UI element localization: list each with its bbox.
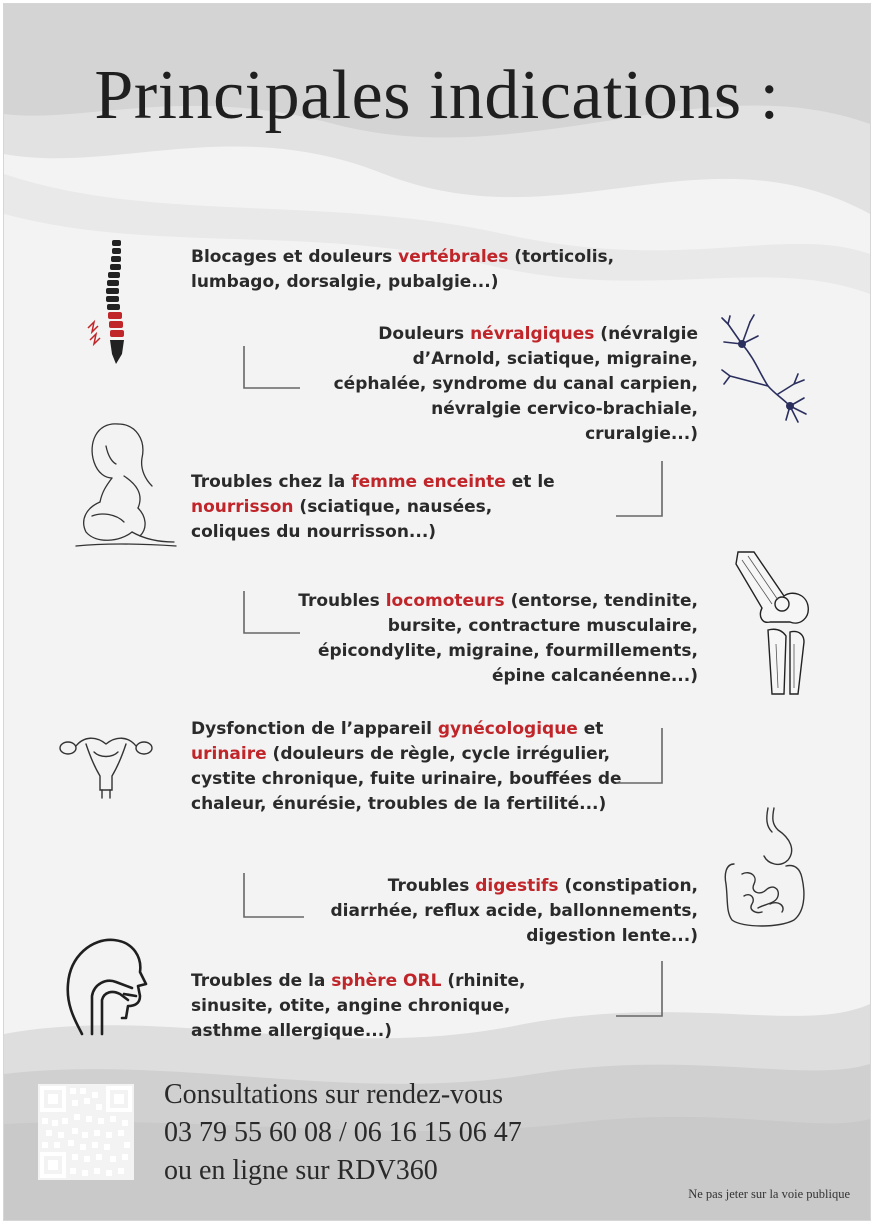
spine-icon xyxy=(82,236,132,368)
indication-locomotor xyxy=(293,589,698,689)
qr-code-icon[interactable] xyxy=(38,1084,134,1180)
indication-vertebral xyxy=(191,245,661,295)
contact-appointment: Consultations sur rendez-vous xyxy=(164,1079,504,1110)
indication-pregnancy xyxy=(191,470,576,545)
knee-joint-icon xyxy=(732,548,814,696)
head-profile-icon xyxy=(62,934,148,1038)
bracket-left xyxy=(242,589,302,635)
indication-ent xyxy=(191,969,581,1044)
indication-text: Blocages et douleurs vertébrales (torticolis, lumbago, dorsalgie, pubalgie...) xyxy=(191,247,615,292)
bracket-left xyxy=(242,871,306,919)
indication-text: Troubles locomoteurs (entorse, tendinite, bursite, contracture musculaire, épicondylite, migraine, fourmillements, épine calcanéenne...) xyxy=(298,591,698,686)
contact-phones[interactable]: 03 79 55 60 08 / 06 16 15 06 47 xyxy=(164,1117,522,1148)
uterus-icon xyxy=(56,726,156,800)
indication-text: Troubles chez la femme enceinte et le nourrisson (sciatique, nausées, coliques du nourrisson...) xyxy=(191,472,555,542)
contact-block xyxy=(164,1076,522,1190)
indication-text: Troubles digestifs (constipation, diarrhée, reflux acide, ballonnements, digestion lente...) xyxy=(330,876,698,946)
indication-text: Dysfonction de l’appareil gynécologique et urinaire (douleurs de règle, cycle irrégulier, cystite chronique, fuite urinaire, bouffées de chaleur, énurésie, troubles de la fertilité...) xyxy=(191,719,622,814)
bracket-right xyxy=(614,959,666,1019)
contact-online[interactable]: ou en ligne sur RDV360 xyxy=(164,1155,438,1186)
pregnant-woman-icon xyxy=(66,416,178,550)
indication-neuralgic xyxy=(328,322,698,447)
bracket-right xyxy=(614,459,666,519)
bracket-right xyxy=(614,726,666,786)
page-title: Principales indications : xyxy=(94,57,780,134)
flyer-page xyxy=(3,3,871,1221)
footer-note: Ne pas jeter sur la voie publique xyxy=(688,1187,850,1201)
digestive-system-icon xyxy=(720,804,812,930)
indication-digestive xyxy=(328,874,698,949)
indication-text: Troubles de la sphère ORL (rhinite, sinusite, otite, angine chronique, asthme allergique...) xyxy=(191,971,526,1041)
bracket-left xyxy=(242,344,302,390)
indication-text: Douleurs névralgiques (névralgie d’Arnold, sciatique, migraine, céphalée, syndrome du canal carpien, névralgie cervico-brachiale, cruralgie...) xyxy=(333,324,698,444)
neuron-icon xyxy=(720,314,810,424)
indication-gynecological xyxy=(191,717,631,817)
